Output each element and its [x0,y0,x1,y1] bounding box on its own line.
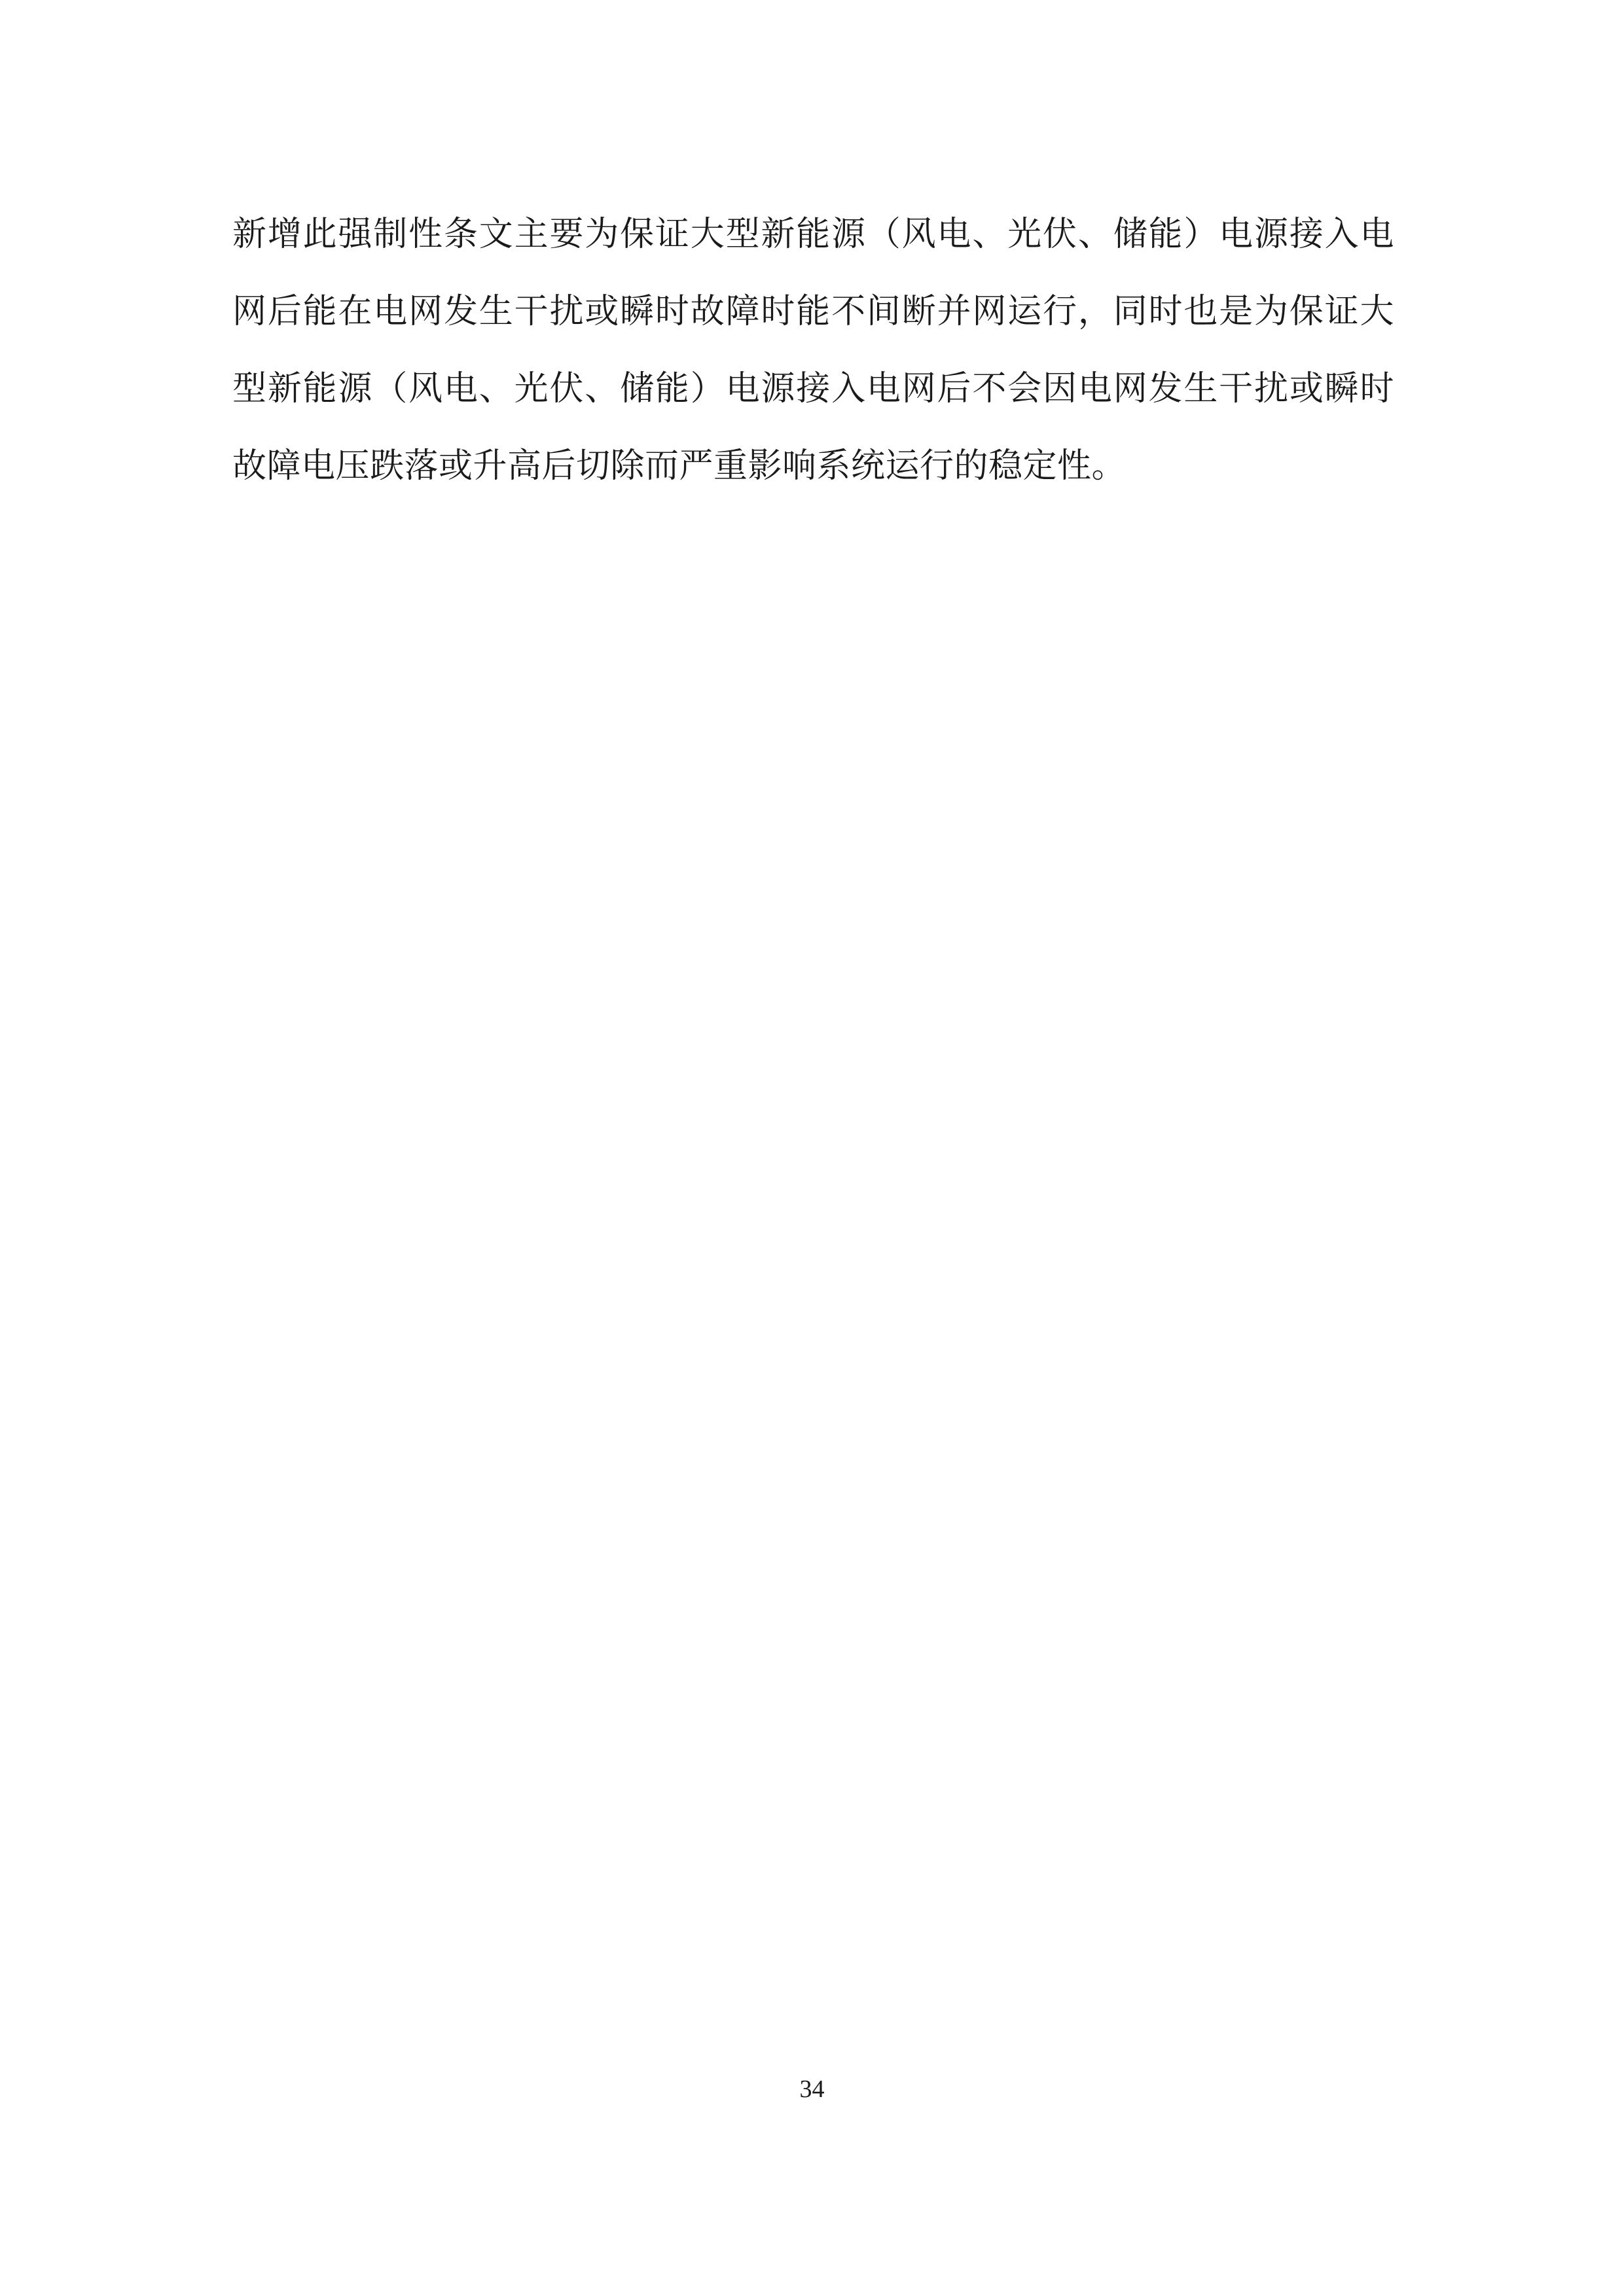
paragraph: 新增此强制性条文主要为保证大型新能源（风电、光伏、储能）电源接入电网后能在电网发生干扰或瞬时故障时能不间断并网运行，同时也是为保证大型新能源（风电、光伏、储能）电源接入电网后不会因电网发生干扰或瞬时故障电压跌落或升高后切除而严重影响系统运行的稳定性。 [232,216,1394,485]
body-text-block [232,196,1394,505]
page-number: 34 [799,2075,825,2103]
